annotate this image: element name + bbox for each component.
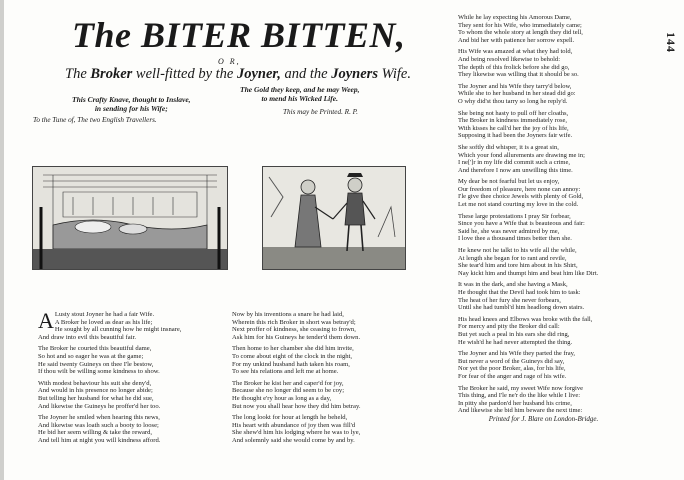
verse-line: She tear'd him and tore him about in his Shirt, (458, 262, 578, 270)
page-edge-shadow (0, 0, 4, 480)
verse-line: O why did'st thou tarry so long he reply'd. (458, 97, 568, 105)
verse-line: Nor yet the poor Broker, alas, for his life, (458, 365, 566, 373)
verse-line: A Broker he loved as dear as his life; (54, 318, 153, 326)
verse-line: To whom the whole story at length they did tell, (458, 29, 583, 37)
verse-line: Said he, she was never admired by me, (458, 227, 560, 235)
subtitle-pre: The (65, 66, 91, 82)
verse-line: He bid her seem willing & take the reward, (38, 429, 153, 437)
subtitle-mid: well-fitted by the (132, 66, 237, 82)
verse-line: While she to her husband in her stead did go: (458, 90, 576, 98)
verse-line: In pitty she pardon'd her husband his crime, (458, 399, 572, 407)
verse-line: Because she no longer did seem to be coy; (232, 387, 345, 395)
verse-line: Now by his inventions a snare he had laid, (232, 311, 344, 318)
verse-line: The Joyner and his Wife they tarry'd below, (458, 82, 572, 90)
verse-line: And bid her with patience her sorrow expell. (458, 36, 575, 44)
stanza (38, 308, 182, 341)
verse-line: Let me not stand courting my love in the cold. (458, 201, 579, 209)
verse-line: It was in the dark, and she having a Mask, (458, 281, 568, 289)
intro-right-line: The Gold they keep, and he may Weep, (240, 85, 360, 94)
drop-cap: A (38, 308, 54, 333)
verse-line: But now you shall hear how they did him betray. (232, 402, 361, 410)
verse-line: The Broker he courted this beautiful dame, (38, 345, 152, 353)
verse-line: My dear be not fearful but let us enjoy, (458, 178, 560, 186)
verse-line: Since you have a Wife that is beauteous and fair: (458, 220, 585, 228)
verse-line: Which your fond allurements are drawing me in; (458, 151, 585, 159)
verse-line: While he lay expecting his Amorous Dame, (458, 14, 572, 21)
verse-line: And tell him at night you will kindness afford. (38, 436, 161, 444)
verse-line: The Broker he kist her and caper'd for joy, (232, 379, 344, 387)
verse-line: At length she began for to rant and revile, (458, 254, 567, 262)
verse-line: He thought e'ry hour as long as a day, (232, 394, 332, 402)
verse-line: For mercy and pity the Broker did call: (458, 323, 560, 331)
woodcut-bed-scene (32, 166, 228, 270)
verse-line: The long lookt for hour at length he beheld, (232, 414, 348, 422)
stanza (232, 414, 361, 444)
ballad-subtitle (28, 66, 448, 83)
intro-left-line: in sending for his Wife; (94, 103, 168, 113)
verse-line: Supposing it had been the Joyners fair wife. (458, 132, 573, 140)
woodcut-bed-illustration (33, 167, 227, 269)
subtitle-and: and the (280, 66, 332, 82)
verse-line: But never a word of the Guineys did say, (458, 357, 565, 365)
verse-line: He sought by all cunning how he might insnare, (54, 326, 182, 334)
printer-imprint: Printed for J. Blare on London-Bridge. (488, 414, 599, 423)
verse-line: To see his relations and left me at home. (232, 368, 339, 376)
verse-line: With modest behaviour his suit she deny'd, (38, 379, 152, 387)
woodcut-couple (262, 166, 406, 270)
verse-line: And draw into evil this beautiful fair. (38, 333, 136, 341)
license-line: This may be Printed. R. P. (283, 108, 358, 116)
verse-line: His head knees and Elbows was broke with the fall, (458, 315, 593, 323)
verse-line: I love thee a thousand times better then she. (458, 235, 572, 243)
stanza (458, 110, 598, 140)
stanza (38, 414, 165, 444)
catalog-number: 144 (664, 32, 678, 53)
verse-line: And solemnly said she would come by and by. (232, 436, 355, 444)
verse-line: With kisses he call'd her the joy of his life, (458, 124, 569, 132)
stanza (232, 380, 361, 410)
woodcut-couple-illustration (263, 167, 405, 269)
verse-line: The Joyner and his Wife they parted the fray, (458, 350, 576, 358)
column-right (458, 14, 598, 424)
verse-line: They sent for his Wife, who immediately came; (458, 21, 582, 29)
verse-line: So hot and so eager he was at the game; (38, 352, 144, 360)
verse-line: This thing, and I'le ne'r do the like while I live: (458, 392, 581, 400)
verse-line: I'le give thee choice Jewels with plenty of Gold, (458, 193, 584, 201)
intro-verse-left (72, 96, 191, 113)
verse-line: She softly did whisper, it is a great sin, (458, 143, 559, 151)
verse-line: The heat of her fury she never forbears, (458, 296, 561, 304)
stanza (458, 14, 598, 44)
verse-line: Next proffer of kindness, she ceasing to frown, (232, 326, 356, 334)
intro-verse-right (240, 86, 360, 103)
intro-left-line: This Crafty Knave, thought to Inslave, (72, 95, 191, 104)
subtitle-joyners: Joyners (331, 66, 378, 82)
verse-line: His Wife was amazed at what they had told, (458, 48, 573, 56)
verse-line: He thought that the Devil had took him to task: (458, 289, 581, 296)
verse-line: The Broker he said, my sweet Wife now forgive (458, 384, 583, 392)
verse-line: They likewise was willing that it should be so. (458, 71, 579, 79)
subtitle-end: Wife. (377, 66, 411, 82)
verse-line: These large protestations I pray Sir forbear, (458, 212, 571, 220)
verse-line: For my unkind husband hath taken his roam, (232, 360, 350, 368)
verse-line: But yet such a peal in his ears she did ring, (458, 330, 570, 338)
intro-right-line: to mend his Wicked Life. (261, 93, 338, 103)
tune-line: To the Tune of, The two English Travellers. (33, 116, 157, 124)
verse-line: She shew'd him his lodging where he was to lye, (232, 429, 361, 437)
stanza (458, 83, 598, 106)
verse-line: And therefore I now am unwilling this time. (458, 166, 573, 174)
verse-line: Ask him for his Guineys he tender'd them down. (232, 333, 361, 341)
column-left (38, 308, 182, 449)
verse-line: And likewise was loath such a booty to loose; (38, 421, 159, 429)
ballad-title: The BITER BITTEN, (72, 15, 406, 55)
verse-line: And being resolved likewise to behold: (458, 55, 560, 63)
stanza (458, 48, 598, 78)
verse-line: Nay kickt him and thumpt him and beat him like Dirt. (458, 269, 599, 277)
verse-line: And likewise the Guineys he proffer'd her too. (38, 402, 161, 410)
stanza (232, 345, 361, 375)
verse-line: To come about eight of the clock in the night, (232, 352, 353, 360)
verse-line: Until she had tumbl'd him headlong down stairs. (458, 304, 585, 312)
verse-line: And would in his presence no longer abide; (38, 387, 153, 395)
stanza (458, 350, 598, 380)
subtitle-broker: Broker (90, 66, 133, 82)
stanza (38, 380, 165, 410)
stanza (458, 144, 598, 174)
verse-line: His heart with abundance of joy then was fill'd (232, 421, 356, 429)
verse-line: Then home to her chamber she did him invite, (232, 345, 354, 353)
verse-line: For fear of the anger and rage of his wife. (458, 372, 567, 380)
column-middle (232, 311, 361, 449)
verse-line: She being not hasty to pull off her cloaths, (458, 109, 569, 117)
stanza (458, 281, 598, 311)
verse-line: Our freedom of pleasure, here none can annoy: (458, 185, 581, 193)
stanza (458, 178, 598, 208)
verse-line: He knew not he talkt to his wife all the while, (458, 247, 577, 255)
verse-line: Wherein this rich Broker in short was betray'd; (232, 318, 356, 326)
stanza (458, 385, 598, 415)
verse-line: I ne[']r in my life did commit such a crime, (458, 159, 570, 167)
stanza (458, 316, 598, 346)
verse-line: He wish'd he had never attempted the thing. (458, 338, 573, 346)
verse-text: Lusty stout Joyner he had a fair Wife. (54, 311, 155, 318)
verse-line: He said twenty Guineys on thee I'le bestow, (38, 360, 154, 368)
stanza (458, 213, 598, 243)
verse-line: If thou wilt be willing some kindness to show. (38, 368, 160, 376)
title-or: O R, (218, 57, 241, 66)
stanza (38, 345, 165, 375)
verse-line: The Broker in kindness immediately rose, (458, 117, 568, 125)
subtitle-joyner: Joyner, (236, 66, 281, 82)
verse-line: The depth of this frolick before she did go, (458, 63, 570, 71)
verse-line: But telling her husband for what he did sue, (38, 394, 154, 402)
stanza (458, 247, 598, 277)
verse-line: And likewise she bid him beware the next time: (458, 407, 583, 415)
stanza (232, 311, 361, 341)
verse-line: The Joyner he smiled when hearing this news, (38, 414, 160, 422)
